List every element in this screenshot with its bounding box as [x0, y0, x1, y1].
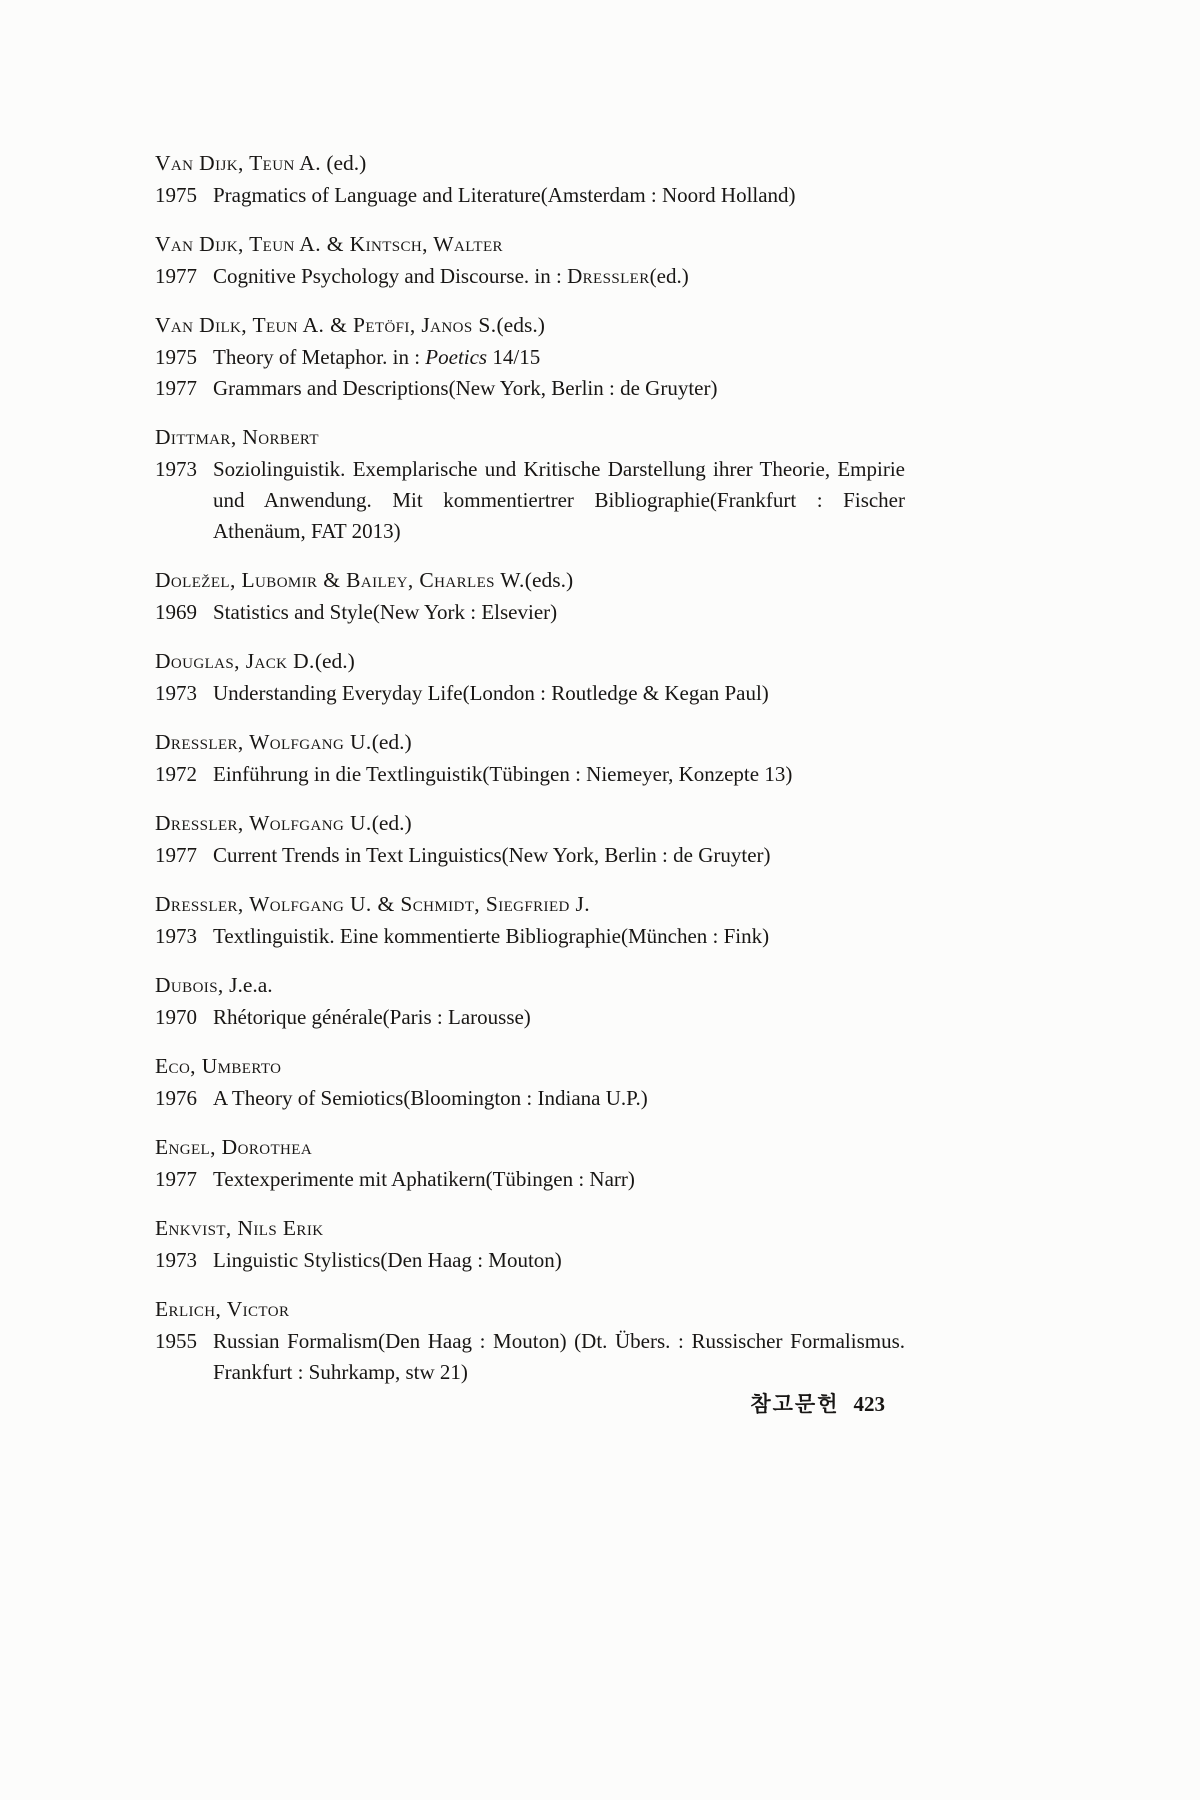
author-name: Eco, Umberto [155, 1054, 282, 1078]
work-line [155, 1083, 905, 1114]
work-line [155, 1245, 905, 1276]
work-title [213, 264, 689, 288]
author-name: Erlich, Victor [155, 1297, 290, 1321]
entry-author [155, 970, 905, 1000]
author-name: Enkvist, Nils Erik [155, 1216, 324, 1240]
work-line [155, 1164, 905, 1195]
work-title: Textexperimente mit Aphatikern(Tübingen : Narr) [213, 1167, 635, 1191]
author-name: Doležel, Lubomir & Bailey, Charles W. [155, 568, 525, 592]
author-name: Van Dilk, Teun A. & Petöfi, Janos S. [155, 313, 497, 337]
work-year: 1973 [155, 457, 197, 481]
bibliography-entry [155, 310, 905, 404]
work-title: A Theory of Semiotics(Bloomington : Indiana U.P.) [213, 1086, 648, 1110]
page-footer [155, 1388, 885, 1418]
work-year: 1977 [155, 1167, 197, 1191]
work-title: Textlinguistik. Eine kommentierte Bibliographie(München : Fink) [213, 924, 770, 948]
work-line [155, 1002, 905, 1033]
bibliography-list [155, 148, 905, 1406]
work-line [155, 342, 905, 373]
work-year: 1977 [155, 843, 197, 867]
work-title: Rhétorique générale(Paris : Larousse) [213, 1005, 531, 1029]
title-smallcaps: Dressler [567, 264, 650, 288]
work-year: 1975 [155, 183, 197, 207]
author-name: Dressler, Wolfgang U. & Schmidt, Siegfried J. [155, 892, 591, 916]
author-suffix: (eds.) [496, 313, 545, 337]
bibliography-entry [155, 422, 905, 547]
bibliography-entry [155, 727, 905, 790]
entry-author [155, 889, 905, 919]
author-name: Van Dijk, Teun A. [155, 151, 321, 175]
work-line [155, 180, 905, 211]
title-text: Theory of Metaphor. in : [213, 345, 426, 369]
author-name: Dittmar, Norbert [155, 425, 319, 449]
bibliography-entry [155, 148, 905, 211]
entry-author [155, 229, 905, 259]
work-year: 1972 [155, 762, 197, 786]
work-year: 1973 [155, 1248, 197, 1272]
work-title: Soziolinguistik. Exemplarische und Kritische Darstellung ihrer Theorie, Empirie und Anwendung. Mit kommentiertrer Bibliographie(Frankfurt : Fischer Athenäum, FAT 2013) [213, 457, 905, 543]
work-line [155, 261, 905, 292]
work-year: 1977 [155, 264, 197, 288]
work-year: 1976 [155, 1086, 197, 1110]
work-year: 1955 [155, 1329, 197, 1353]
author-name: Dubois, [155, 973, 224, 997]
author-suffix: J.e.a. [223, 973, 273, 997]
bibliography-entry [155, 1132, 905, 1195]
author-name: Douglas, Jack D. [155, 649, 315, 673]
bibliography-entry [155, 889, 905, 952]
work-year: 1977 [155, 376, 197, 400]
work-line [155, 840, 905, 871]
bibliography-entry [155, 646, 905, 709]
work-year: 1975 [155, 345, 197, 369]
work-title: Russian Formalism(Den Haag : Mouton) (Dt. Übers. : Russischer Formalismus. Frankfurt : Suhrkamp, stw 21) [213, 1329, 905, 1384]
author-name: Dressler, Wolfgang U. [155, 811, 372, 835]
work-title: Understanding Everyday Life(London : Routledge & Kegan Paul) [213, 681, 769, 705]
entry-author [155, 808, 905, 838]
entry-author [155, 1051, 905, 1081]
title-text: Cognitive Psychology and Discourse. in : [213, 264, 568, 288]
work-title: Statistics and Style(New York : Elsevier) [213, 600, 558, 624]
work-title: Einführung in die Textlinguistik(Tübingen : Niemeyer, Konzepte 13) [213, 762, 793, 786]
entry-author [155, 1213, 905, 1243]
entry-author [155, 727, 905, 757]
work-year: 1969 [155, 600, 197, 624]
work-line [155, 759, 905, 790]
work-line [155, 597, 905, 628]
work-title: Grammars and Descriptions(New York, Berlin : de Gruyter) [213, 376, 718, 400]
bibliography-entry [155, 1294, 905, 1388]
work-year: 1973 [155, 924, 197, 948]
entry-author [155, 565, 905, 595]
bibliography-entry [155, 229, 905, 292]
author-suffix: (ed.) [320, 151, 367, 175]
work-line [155, 678, 905, 709]
entry-author [155, 1132, 905, 1162]
bibliography-entry [155, 970, 905, 1033]
work-line [155, 921, 905, 952]
title-italic: Poetics [425, 345, 488, 369]
title-text: 14/15 [487, 345, 541, 369]
work-year: 1973 [155, 681, 197, 705]
footer-section-label: 참고문헌 [750, 1392, 840, 1416]
author-name: Van Dijk, Teun A. & Kintsch, Walter [155, 232, 503, 256]
author-name: Dressler, Wolfgang U. [155, 730, 372, 754]
work-line [155, 1326, 905, 1388]
entry-author [155, 646, 905, 676]
bibliography-entry [155, 1213, 905, 1276]
author-suffix: (ed.) [371, 730, 412, 754]
author-name: Engel, Dorothea [155, 1135, 313, 1159]
work-year: 1970 [155, 1005, 197, 1029]
entry-author [155, 1294, 905, 1324]
entry-author [155, 148, 905, 178]
work-title: Pragmatics of Language and Literature(Amsterdam : Noord Holland) [213, 183, 796, 207]
author-suffix: (ed.) [314, 649, 355, 673]
work-title [213, 345, 540, 369]
title-text: (ed.) [649, 264, 689, 288]
work-line [155, 373, 905, 404]
bibliography-entry [155, 565, 905, 628]
work-title: Linguistic Stylistics(Den Haag : Mouton) [213, 1248, 562, 1272]
work-line [155, 454, 905, 547]
author-suffix: (eds.) [524, 568, 574, 592]
author-suffix: (ed.) [371, 811, 412, 835]
work-title: Current Trends in Text Linguistics(New York, Berlin : de Gruyter) [213, 843, 771, 867]
page-number: 423 [853, 1392, 885, 1416]
entry-author [155, 310, 905, 340]
entry-author [155, 422, 905, 452]
bibliography-entry [155, 808, 905, 871]
bibliography-entry [155, 1051, 905, 1114]
